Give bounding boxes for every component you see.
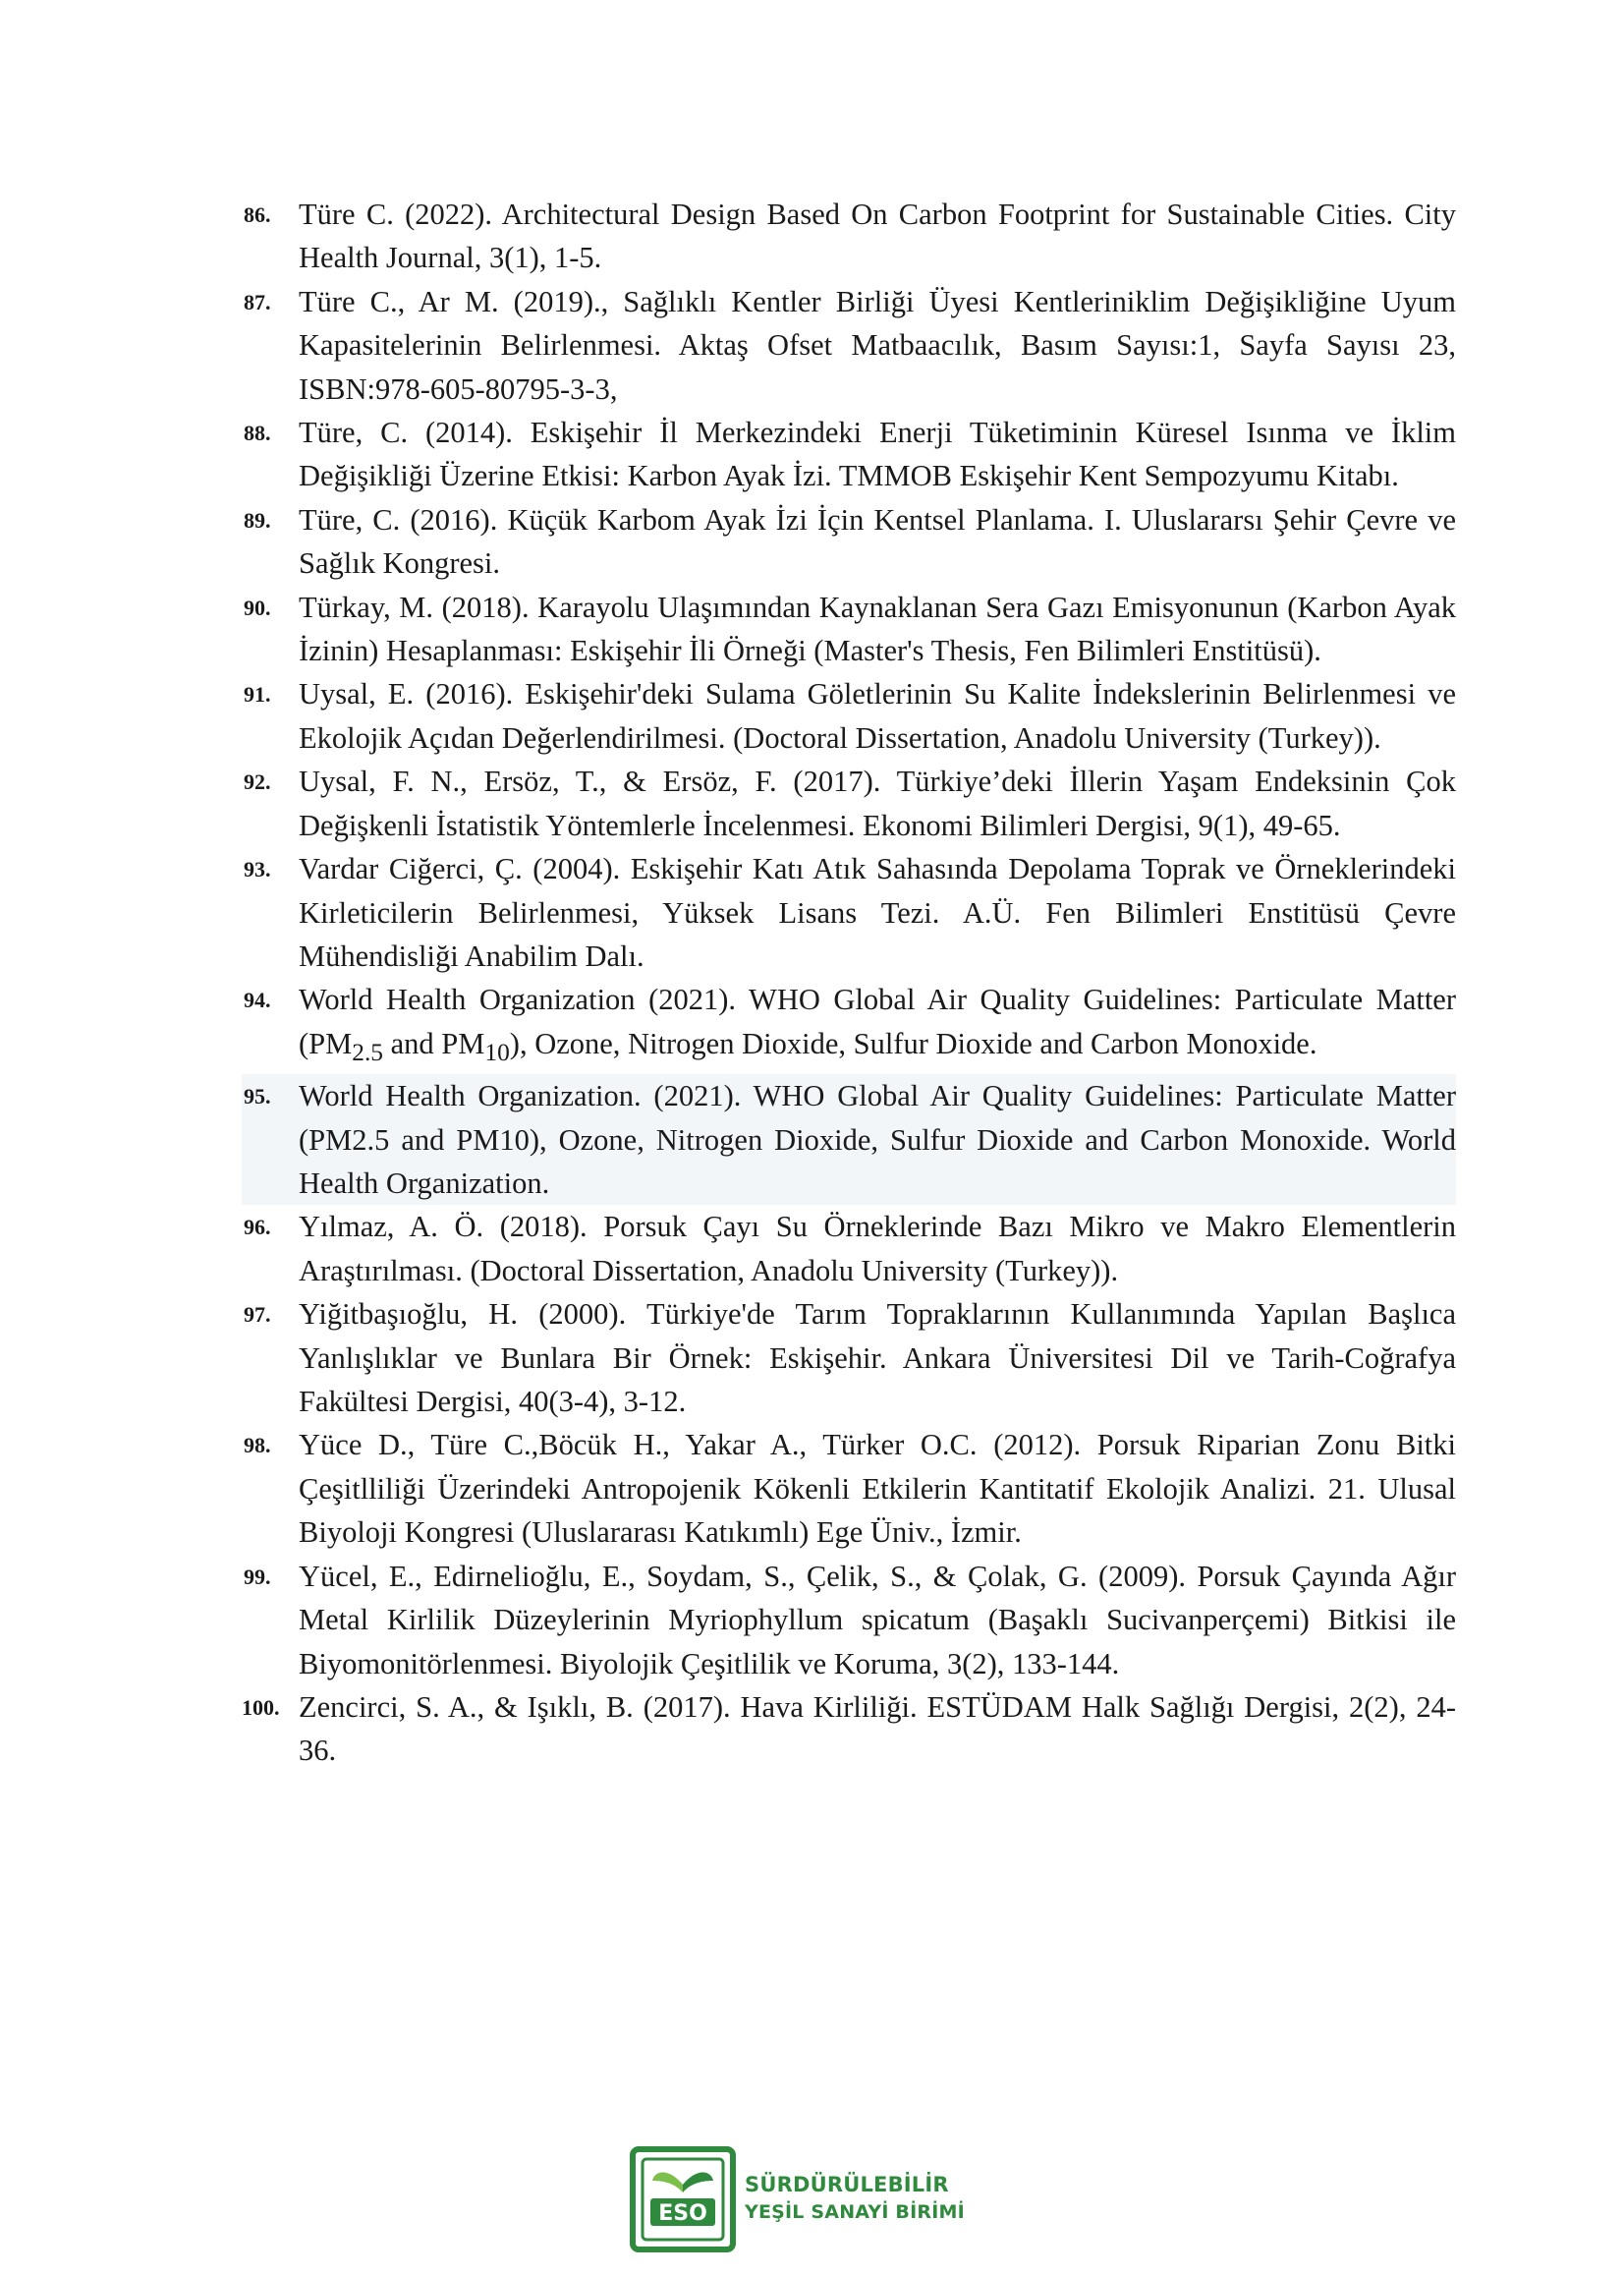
reference-item [242,978,1456,1074]
reference-list [242,193,1456,1773]
reference-text: Yılmaz, A. Ö. (2018). Porsuk Çayı Su Örneklerinde Bazı Mikro ve Makro Elementlerin Araştırılması. (Doctoral Dissertation, Anadolu University (Turkey)). [299,1210,1456,1287]
reference-text: Yiğitbaşıoğlu, H. (2000). Türkiye'de Tarım Topraklarının Kullanımında Yapılan Başlıca Yanlışlıklar ve Bunlara Bir Örnek: Eskişehir. Ankara Üniversitesi Dil ve Tarih-Coğrafya Fakültesi Dergisi, 40(3-4), 3-12. [299,1297,1456,1419]
reference-text-part: World Health Organization (2021). WHO Global Air Quality Guidelines: Particulate Matter (PM [299,983,1456,1060]
reference-number: 98. [244,1433,271,1458]
reference-item [242,586,1456,673]
pm-subscript: 10 [484,1038,510,1066]
logo-line-2: YEŞİL SANAYİ BİRİMİ [745,2201,965,2223]
reference-number: 90. [244,595,271,620]
reference-number: 97. [244,1302,271,1328]
reference-text [299,983,1456,1066]
reference-text: Türe, C. (2016). Küçük Karbom Ayak İzi İçin Kentsel Planlama. I. Uluslararsı Şehir Çevre ve Sağlık Kongresi. [299,502,1456,581]
logo-mark-text: ESO [658,2201,707,2226]
reference-text: Vardar Ciğerci, Ç. (2004). Eskişehir Katı Atık Sahasında Depolama Toprak ve Örneklerindeki Kirleticilerin Belirlenmesi, Yüksek Lisans Tezi. A.Ü. Fen Bilimleri Enstitüsü Çevre Mühendisliği Anabilim Dalı. [299,852,1456,973]
reference-item [242,1205,1456,1292]
reference-number: 91. [244,682,271,708]
reference-text: Türe C. (2022). Architectural Design Based On Carbon Footprint for Sustainable Cities. City Health Journal, 3(1), 1-5. [299,198,1456,275]
reference-item [242,1555,1456,1685]
reference-text: Yüce D., Türe C.,Böcük H., Yakar A., Türker O.C. (2012). Porsuk Riparian Zonu Bitki Çeşitlliliği Üzerindeki Antropojenik Kökenli Etkilerin Kantitatif Ekolojik Analizi. 21. Ulusal Biyoloji Kongresi (Uluslararası Katıkımlı) Ege Üniv., İzmir. [299,1428,1456,1550]
reference-number: 92. [244,769,271,795]
pm-subscript: 2.5 [352,1038,384,1066]
reference-number: 88. [244,421,271,446]
reference-item [242,672,1456,760]
reference-number: 96. [244,1215,271,1240]
reference-number: 100. [242,1694,280,1720]
reference-text: Zencirci, S. A., & Işıklı, B. (2017). Hava Kirliliği. ESTÜDAM Halk Sağlığı Dergisi, 2(2), 24-36. [299,1689,1456,1768]
reference-item [242,1423,1456,1554]
reference-text: Türkay, M. (2018). Karayolu Ulaşımından Kaynaklanan Sera Gazı Emisyonunun (Karbon Ayak İzinin) Hesaplanması: Eskişehir İli Örneği (Master's Thesis, Fen Bilimleri Enstitüsü). [299,590,1456,668]
reference-item [242,411,1456,498]
logo-line-1: SÜRDÜRÜLEBİLİR [745,2173,949,2196]
reference-number: 87. [244,289,271,314]
reference-number: 86. [244,202,271,227]
reference-item [242,847,1456,978]
reference-number: 89. [244,507,271,533]
logo-wordmark [745,2171,965,2226]
reference-text: Türe C., Ar M. (2019)., Sağlıklı Kentler Birliği Üyesi Kentleriniklim Değişikliğine Uyum Kapasitelerinin Belirlenmesi. Aktaş Ofset Matbaacılık, Basım Sayısı:1, Sayfa Sayısı 23, ISBN:978-605-80795-3-3, [299,284,1456,406]
reference-text: Yücel, E., Edirnelioğlu, E., Soydam, S., Çelik, S., & Çolak, G. (2009). Porsuk Çayında Ağır Metal Kirlilik Düzeylerinin Myriophyllum spicatum (Başaklı Sucivanperçemi) Bitkisi ile Biyomonitörlenmesi. Biyolojik Çeşitlilik ve Koruma, 3(2), 133-144. [299,1559,1456,1680]
reference-item [242,280,1456,411]
reference-text: Türe, C. (2014). Eskişehir İl Merkezindeki Enerji Tüketiminin Küresel Isınma ve İklim Değişikliği Üzerine Etkisi: Karbon Ayak İzi. TMMOB Eskişehir Kent Sempozyumu Kitabı. [299,416,1456,493]
reference-text: Uysal, E. (2016). Eskişehir'deki Sulama Göletlerinin Su Kalite İndekslerinin Belirlenmesi ve Ekolojik Açıdan Değerlendirilmesi. (Doctoral Dissertation, Anadolu University (Turkey)). [299,677,1456,755]
reference-number: 94. [244,988,271,1013]
eso-logo-icon [629,2145,737,2253]
reference-item [242,498,1456,586]
reference-item [242,1685,1456,1773]
reference-text-part: and PM [383,1026,485,1060]
reference-number: 95. [244,1084,271,1110]
reference-number: 93. [244,857,271,882]
reference-item [242,760,1456,847]
reference-item [242,193,1456,280]
reference-text: World Health Organization. (2021). WHO Global Air Quality Guidelines: Particulate Matter (PM2.5 and PM10), Ozone, Nitrogen Dioxide, Sulfur Dioxide and Carbon Monoxide. World Health Organization. [299,1079,1456,1201]
reference-text-part: ), Ozone, Nitrogen Dioxide, Sulfur Dioxide and Carbon Monoxide. [509,1026,1317,1060]
reference-item [242,1292,1456,1423]
footer-logo [629,2145,992,2253]
reference-text: Uysal, F. N., Ersöz, T., & Ersöz, F. (2017). Türkiye’deki İllerin Yaşam Endeksinin Çok Değişkenli İstatistik Yöntemlerle İncelenmesi. Ekonomi Bilimleri Dergisi, 9(1), 49-65. [299,765,1456,842]
reference-item [242,1074,1456,1205]
reference-number: 99. [244,1564,271,1589]
